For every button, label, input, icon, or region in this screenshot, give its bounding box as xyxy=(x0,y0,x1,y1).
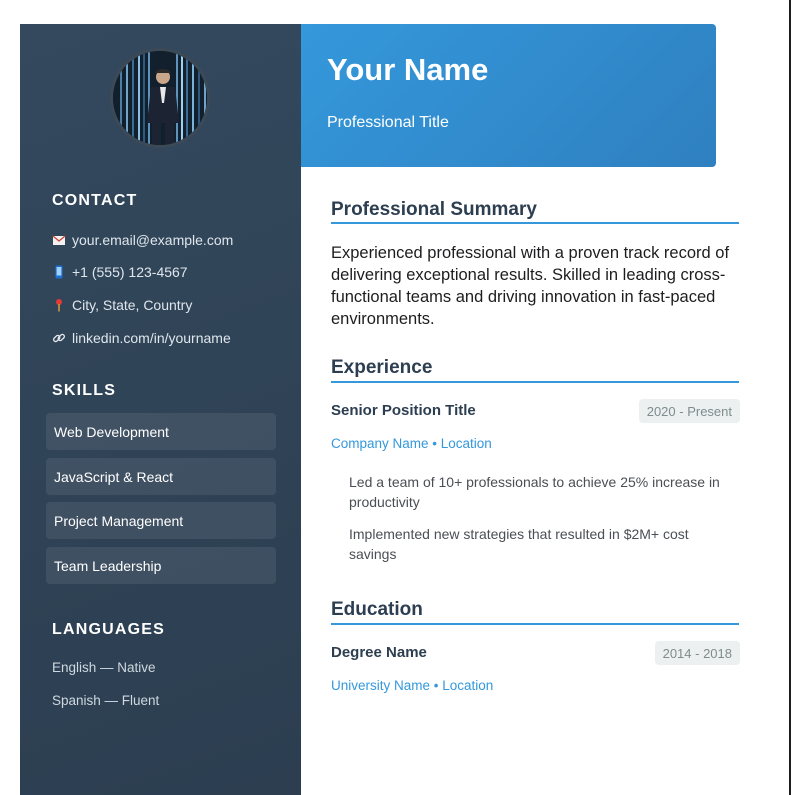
contact-location xyxy=(52,297,192,313)
contact-phone-text: +1 (555) 123-4567 xyxy=(72,264,188,280)
skill-item: Web Development xyxy=(46,413,276,450)
experience-heading: Experience xyxy=(331,357,433,378)
contact-phone[interactable] xyxy=(52,264,188,280)
company-line: Company Name • Location xyxy=(331,436,492,451)
profile-photo xyxy=(110,48,210,148)
professional-title: Professional Title xyxy=(327,114,449,131)
contact-email[interactable] xyxy=(52,232,233,248)
envelope-icon xyxy=(52,233,66,247)
link-icon xyxy=(52,331,66,345)
job-title: Senior Position Title xyxy=(331,402,476,419)
full-name: Your Name xyxy=(327,52,489,87)
education-date-badge: 2014 - 2018 xyxy=(655,641,740,665)
language-item: Spanish — Fluent xyxy=(52,693,160,708)
contact-location-text: City, State, Country xyxy=(72,297,193,313)
skill-item: JavaScript & React xyxy=(46,458,276,495)
resume-header xyxy=(301,24,716,167)
section-divider xyxy=(331,381,739,383)
language-item: English — Native xyxy=(52,660,156,675)
contact-email-text: your.email@example.com xyxy=(72,232,234,248)
job-bullet: Implemented new strategies that resulted in $2M+ cost savings xyxy=(349,526,689,562)
section-divider xyxy=(331,623,739,625)
languages-heading: LANGUAGES xyxy=(52,621,166,638)
job-bullet: Led a team of 10+ professionals to achieve 25% increase in productivity xyxy=(349,474,720,510)
contact-linkedin[interactable] xyxy=(52,330,231,346)
summary-text: Experienced professional with a proven track record of delivering exceptional results. Skilled in leading cross-functional teams and driving innovation in fast-paced environments. xyxy=(331,244,730,328)
summary-heading: Professional Summary xyxy=(331,199,537,220)
skills-heading: SKILLS xyxy=(52,382,117,399)
sidebar xyxy=(20,24,301,795)
section-divider xyxy=(331,222,739,224)
contact-linkedin-text: linkedin.com/in/yourname xyxy=(72,330,231,346)
phone-icon xyxy=(52,265,66,279)
school-line: University Name • Location xyxy=(331,678,494,693)
degree-name: Degree Name xyxy=(331,644,427,661)
skill-item: Project Management xyxy=(46,502,276,539)
education-heading: Education xyxy=(331,599,423,620)
skill-item: Team Leadership xyxy=(46,547,276,584)
job-date-badge: 2020 - Present xyxy=(639,399,740,423)
contact-heading: CONTACT xyxy=(52,192,138,209)
location-pin-icon xyxy=(52,298,66,312)
